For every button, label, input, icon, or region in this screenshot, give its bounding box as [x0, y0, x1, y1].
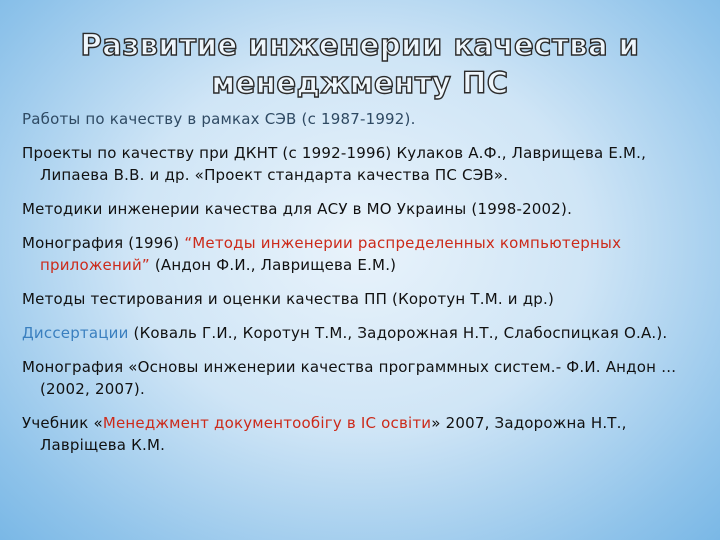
item-highlight: “Методы инженерии распределенных компьютерных приложений” — [40, 234, 622, 274]
slide-title — [60, 26, 660, 102]
item-highlight: Менеджмент документообігу в ІС освіти — [102, 414, 432, 432]
item-text: Методы тестирования и оценки качества ПП (Коротун Т.М. и др.) — [22, 290, 555, 308]
item-text: Проекты по качеству при ДКНТ (с 1992-1996) Кулаков А.Ф., Лаврищева Е.М., Липаева В.В. и др. «Проект стандарта качества ПС СЭВ». — [22, 144, 647, 184]
list-item — [22, 198, 712, 220]
list-item — [22, 108, 712, 130]
list-item — [22, 232, 712, 276]
list-item — [22, 412, 712, 456]
title-line-2: менеджменту ПС — [211, 66, 509, 100]
dissertations-link[interactable]: Диссертации — [22, 324, 129, 342]
bullet-list — [22, 108, 712, 468]
item-text: Монография (1996) — [22, 234, 185, 252]
list-item — [22, 288, 712, 310]
title-line-1: Развитие инженерии качества и — [80, 28, 640, 62]
list-item — [22, 142, 712, 186]
item-text: » 2007, Задорожна Н.Т., Лаврiщева К.М. — [40, 414, 627, 454]
item-text: (Андон Ф.И., Лаврищева Е.М.) — [149, 256, 397, 274]
item-text: Работы по качеству в рамках СЭВ (с 1987-1992). — [22, 110, 416, 128]
item-text: Монография «Основы инженерии качества программных систем.- Ф.И. Андон … (2002, 2007). — [22, 358, 677, 398]
list-item — [22, 322, 712, 344]
list-item — [22, 356, 712, 400]
item-text: Учебник « — [22, 414, 103, 432]
item-text: Методики инженерии качества для АСУ в МО Украины (1998-2002). — [22, 200, 573, 218]
item-text: (Коваль Г.И., Коротун Т.М., Задорожная Н.Т., Слабоспицкая О.А.). — [128, 324, 668, 342]
